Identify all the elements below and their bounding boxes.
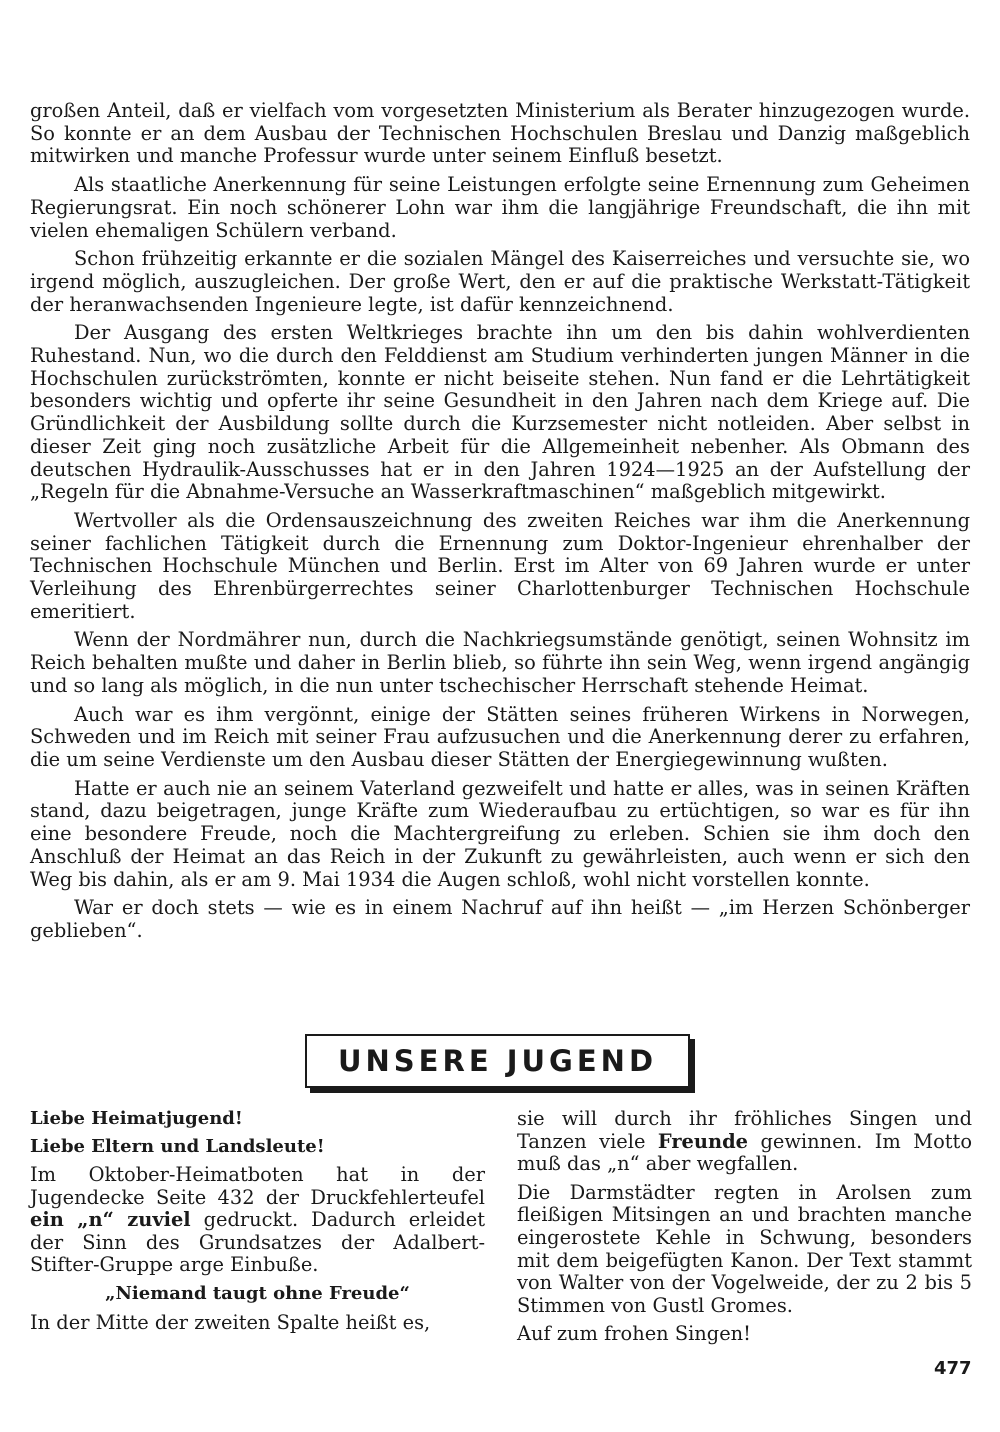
motto-highlight: Freunde bbox=[657, 1129, 748, 1153]
darmstadt-paragraph: Die Darmstädter regten in Arolsen zum fleißigen Mitsingen an und brachten manche eingerostete Kehle in Schwung, besonders mit dem beigefügten Kanon. Der Text stammt von Walter von der Vogelweide, der zu 2 bis 5 Stimmen von Gustl Gromes. bbox=[517, 1180, 972, 1317]
paragraph-2: Als staatliche Anerkennung für seine Leistungen erfolgte seine Ernennung zum Geheimen Regierungsrat. Ein noch schönerer Lohn war ihm die langjährige Freundschaft, die ihn mit vielen ehemaligen Schülern verband. bbox=[30, 173, 970, 242]
motto-heading: „Niemand taugt ohne Freude“ bbox=[105, 1282, 410, 1304]
quote-intro: In der Mitte der zweiten Spalte heißt es, bbox=[30, 1310, 431, 1334]
section-banner bbox=[305, 1034, 690, 1088]
correction-text-end: gedruckt. Dadurch erleidet der Sinn des Grundsatzes der Adalbert-Stifter-Gruppe arge Einbuße. bbox=[30, 1208, 485, 1277]
motto-text-end: gewinnen. Im Motto muß das „n“ aber wegfallen. bbox=[517, 1129, 973, 1176]
paragraph-3: Schon frühzeitig erkannte er die sozialen Mängel des Kaiserreiches und versuchte sie, wo irgend möglich, auszugleichen. Der große Wert, den er auf die praktische Werkstatt-Tätigkeit der heranwachsenden Ingenieure legte, ist dafür kennzeichnend. bbox=[30, 247, 970, 316]
paragraph-7: Auch war es ihm vergönnt, einige der Stätten seines früheren Wirkens in Norwegen, Schweden und im Reich mit seiner Frau aufzusuchen und die Anerkennung derer zu erfahren, die um seine Verdienste um den Ausbau dieser Stätten der Energiegewinnung wußten. bbox=[30, 702, 970, 771]
paragraph-5: Wertvoller als die Ordensauszeichnung des zweiten Reiches war ihm die Anerkennung seiner fachlichen Tätigkeit durch die Ernennung zum Doktor-Ingenieur ehrenhalber der Technischen Hochschule München und Berlin. Erst im Alter von 69 Jahren wurde er unter Verleihung des Ehrenbürgerrechtes seiner Charlottenburger Technischen Hochschule emeritiert. bbox=[30, 508, 970, 623]
correction-text-start: Im Oktober-Heimatboten hat in der Jugendecke Seite 432 der Druckfehlerteufel bbox=[30, 1163, 485, 1209]
youth-column-right bbox=[517, 1108, 972, 1352]
closing-line: Auf zum frohen Singen! bbox=[517, 1322, 751, 1346]
paragraph-8: Hatte er auch nie an seinem Vaterland gezweifelt und hatte er alles, was in seinen Kräften stand, dazu beigetragen, junge Kräfte zum Wiederaufbau zu ertüchtigen, so war es für ihn eine besondere Freude, noch die Machtergreifung zu erleben. Schien sie ihm doch den Anschluß der Heimat an das Reich in der Zukunft zu gewährleisten, auch wenn er sich den Weg bis dahin, als er am 9. Mai 1934 die Augen schloß, wohl nicht vorstellen konnte. bbox=[30, 776, 970, 891]
correction-paragraph bbox=[30, 1164, 485, 1277]
paragraph-9: War er doch stets — wie es in einem Nachruf auf ihn heißt — „im Herzen Schönberger geblieben“. bbox=[30, 896, 970, 942]
motto-explanation bbox=[517, 1108, 972, 1176]
greeting-parents: Liebe Eltern und Landsleute! bbox=[30, 1136, 325, 1157]
paragraph-1: großen Anteil, daß er vielfach vom vorgesetzten Ministerium als Berater hinzugezogen wurde. So konnte er an dem Ausbau der Technischen Hochschulen Breslau und Danzig maßgeblich mitwirken und manche Professur wurde unter seinem Einfluß besetzt. bbox=[30, 99, 970, 168]
paragraph-6: Wenn der Nordmährer nun, durch die Nachkriegsumstände genötigt, seinen Wohnsitz im Reich behalten mußte und daher in Berlin blieb, so führte ihn sein Weg, wenn irgend angängig und so lang als möglich, in die nun unter tschechischer Herrschaft stehende Heimat. bbox=[30, 628, 970, 697]
greeting-youth: Liebe Heimatjugend! bbox=[30, 1108, 243, 1129]
youth-column-left bbox=[30, 1108, 485, 1340]
paragraph-4: Der Ausgang des ersten Weltkrieges brachte ihn um den bis dahin wohlverdienten Ruhestand. Nun, wo die durch den Felddienst am Studium verhinderten jungen Männer in die Hochschulen zurückströmten, konnte er nicht beiseite stehen. Nun fand er die Lehrtätigkeit besonders wichtig und opferte ihr seine Gesundheit in den Jahren nach dem Kriege auf. Die Gründlichkeit der Ausbildung sollte durch die Kurzsemester nicht notleiden. Aber selbst in dieser Zeit ging noch zusätzliche Arbeit für die Allgemeinheit nebenher. Als Obmann des deutschen Hydraulik-Ausschusses hat er in den Jahren 1924—1925 an der Aufstellung der „Regeln für die Abnahme-Versuche an Wasserkraftmaschinen“ maßgeblich mitgewirkt. bbox=[30, 321, 970, 504]
section-title: UNSERE JUGEND bbox=[337, 1044, 658, 1078]
article-body bbox=[30, 100, 970, 949]
motto-text-start: sie will durch ihr fröhliches Singen und Tanzen viele bbox=[517, 1107, 972, 1153]
correction-highlight: ein „n“ zuviel bbox=[30, 1208, 191, 1232]
page-number: 477 bbox=[934, 1358, 972, 1379]
